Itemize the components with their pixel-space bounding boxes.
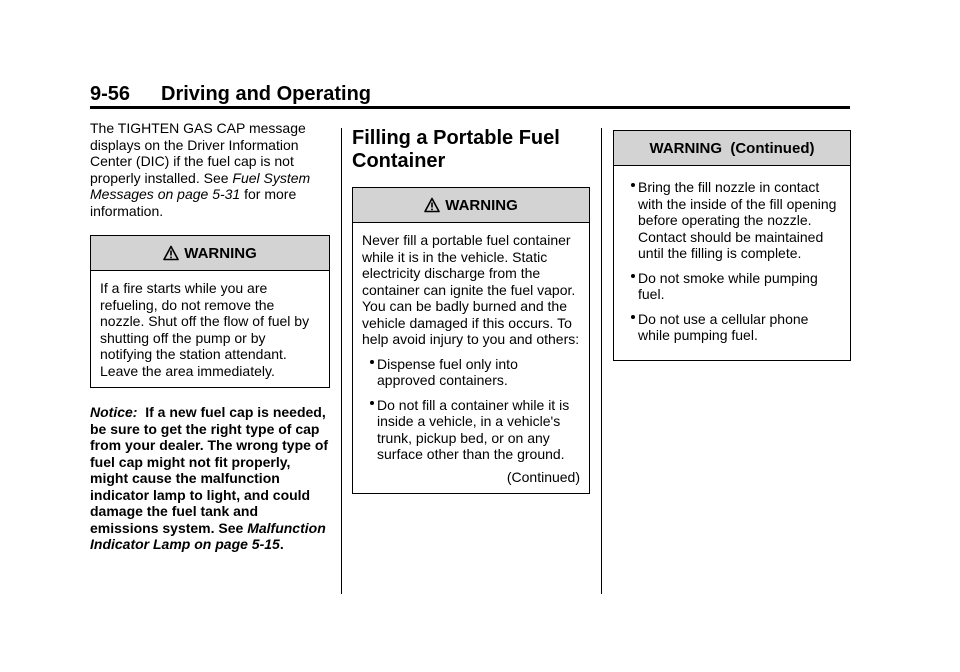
bullet-icon: [370, 360, 374, 364]
list-item: Do not use a cellular phone while pumping fuel.: [623, 311, 841, 344]
warning-box-fire: [90, 235, 330, 388]
bullet-icon: [370, 401, 374, 405]
warning-triangle-icon: [424, 197, 440, 213]
page-number: 9-56: [90, 83, 131, 105]
column-divider: [601, 128, 602, 594]
intro-after: for more information.: [90, 186, 297, 219]
section-title: Driving and Operating: [161, 83, 372, 105]
list-item: Do not fill a container while it is inside a vehicle, in a vehicle's trunk, pickup bed, or on any surface other than the ground.: [362, 397, 580, 463]
section-heading: Filling a Portable Fuel Container: [352, 127, 560, 172]
intro-text: The TIGHTEN GAS CAP message displays on the Driver Information Center (DIC) if the fuel cap is not properly installed. See: [90, 120, 306, 186]
warning-text: Never fill a portable fuel container while it is in the vehicle. Static electricity discharge from the container can ignite the fuel vapor. You can be badly burned and the vehicle damaged if this occurs. To help avoid injury to you and others:: [362, 232, 580, 347]
warning-header: [614, 131, 850, 166]
warning-title: WARNING (Continued): [649, 139, 815, 157]
warning-body: [353, 223, 589, 493]
list-item: Do not smoke while pumping fuel.: [623, 270, 841, 303]
notice-paragraph: [90, 404, 330, 553]
xref-fuel-system-messages[interactable]: Fuel System Messages on page 5-31: [90, 169, 311, 202]
notice-after: .: [279, 536, 284, 552]
column-3: [613, 120, 851, 361]
warning-body: [614, 166, 850, 360]
list-item: Dispense fuel only into approved containers.: [362, 356, 580, 389]
column-divider: [341, 128, 342, 594]
list-item: Bring the fill nozzle in contact with the inside of the fill opening before operating the nozzle. Contact should be maintained until the filling is complete.: [623, 179, 841, 262]
warning-title: WARNING: [445, 196, 518, 214]
warning-text: If a fire starts while you are refueling, do not remove the nozzle. Shut off the flow of fuel by shutting off the pump or by notifying the station attendant. Leave the area immediately.: [100, 280, 310, 379]
xref-malfunction-indicator-lamp[interactable]: Malfunction Indicator Lamp on page 5-15: [90, 519, 326, 552]
warning-bullet-list: [623, 179, 841, 344]
warning-title: WARNING: [184, 244, 257, 262]
intro-paragraph: [90, 120, 330, 219]
bullet-icon: [631, 183, 635, 187]
warning-triangle-icon: [163, 245, 179, 261]
warning-box-portable-container: [352, 187, 590, 494]
notice-label: Notice:: [90, 404, 138, 420]
bullet-icon: [631, 315, 635, 319]
warning-header: [353, 188, 589, 223]
warning-body: [91, 271, 329, 387]
page-header: [90, 80, 850, 109]
warning-header: [91, 236, 329, 271]
warning-bullet-list: [362, 356, 580, 463]
column-2: [352, 120, 590, 494]
notice-text: If a new fuel cap is needed, be sure to get the right type of cap from your dealer. The wrong type of fuel cap might not fit properly, might cause the malfunction indicator lamp to light, and could damage the fuel tank and emissions system. See: [90, 404, 329, 536]
column-1: [90, 120, 330, 553]
bullet-icon: [631, 274, 635, 278]
continued-label: (Continued): [506, 468, 580, 485]
warning-box-continued: [613, 130, 851, 361]
